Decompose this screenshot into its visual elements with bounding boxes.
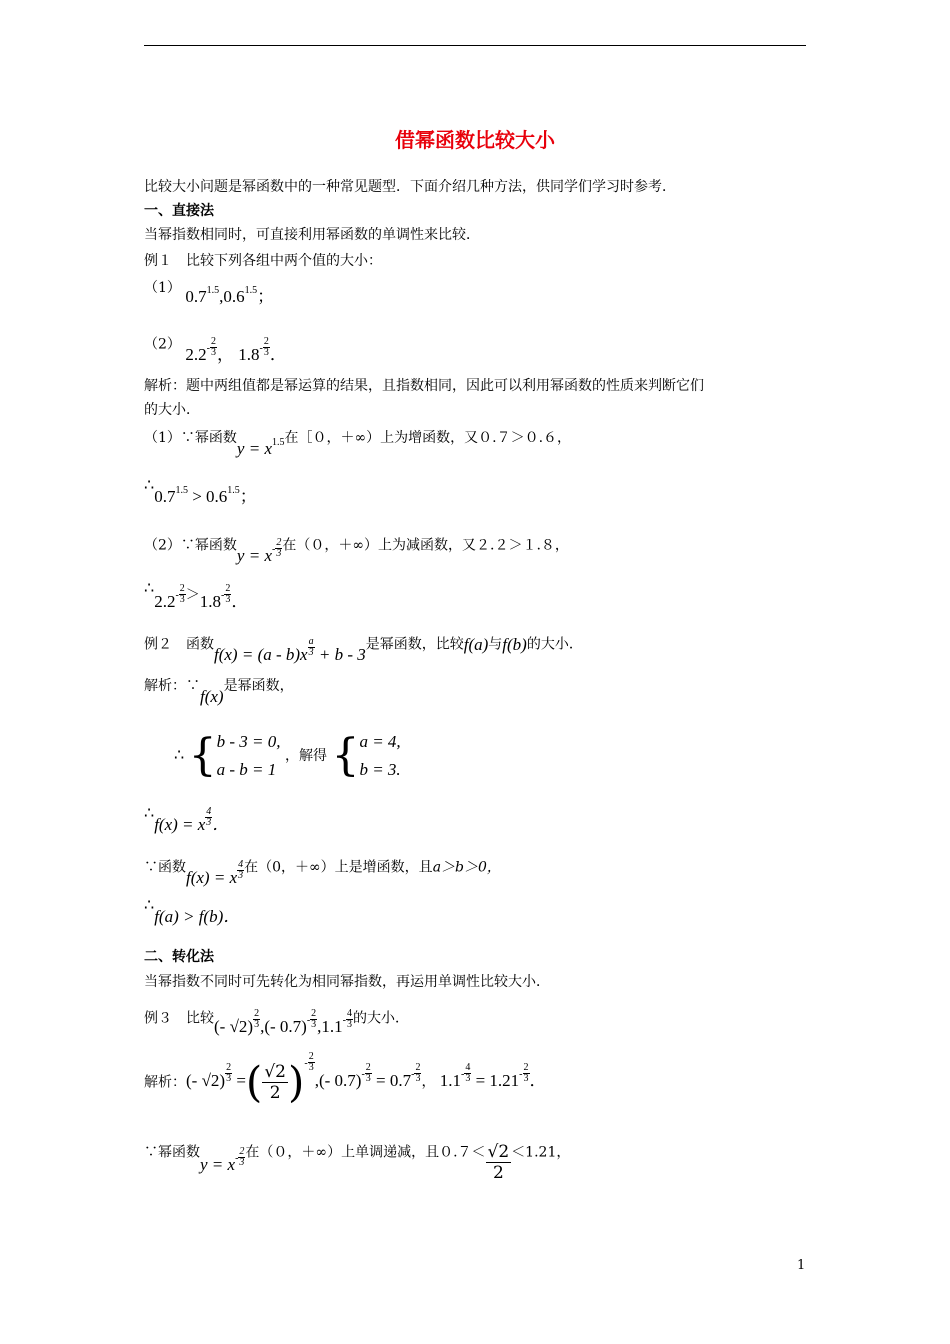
example1-item1: （1） $0.7^{1.5},0.6^{1.5}$； <box>144 280 275 306</box>
increasing-statement: ∵函数f(x) = x $\frac{4}{3}$ 在（0，＋∞）上是增函数，且a＞b＞0， <box>144 859 501 888</box>
example2: 例２ 函数f(x) = (a - b)x $\frac{a}{3}$ + b - 3是幂函数，比较f(a)与f(b)的大小． <box>144 635 583 665</box>
page-title: 借幂函数比较大小 <box>395 128 555 152</box>
example1-item2: （2） 2.2- $\frac{2}{3}$ ， 1.8- $\frac{2}{3}$ ． <box>144 336 287 365</box>
conclusion-fx: ∴f(x) = x $\frac{4}{3}$ ． <box>144 803 230 835</box>
final-conclusion: ∴f(a) > f(b)． <box>144 895 241 926</box>
step1-conclusion: $\therefore 0.7^{1.5} > 0.6^{1.5}$； <box>144 475 257 506</box>
example1-label: 例１ 比较下列各组中两个值的大小： <box>144 253 382 269</box>
last-statement: ∵幂函数y = x- $\frac{2}{3}$ 在（０，＋∞）上单调递减，且０.７＜ $\frac{√2}{2}<1.21$， <box>144 1142 571 1183</box>
section1-heading: 一、直接法 <box>144 203 214 219</box>
example3: 例３ 比较(- √2) $\frac{2}{3}$ ,(- 0.7)- $\frac{2}{3}$ ,1.1- $\frac{4}{3}$ 的大小． <box>144 1008 409 1037</box>
analysis2: 解析：∵f(x)是幂函数， <box>144 678 294 706</box>
equation-system: ∴ { b - 3 = 0, a - b = 1 ，解得 { a = 4, b = 3. <box>174 730 401 781</box>
section1-desc: 当幂指数相同时，可直接利用幂函数的单调性来比较． <box>144 227 480 243</box>
page-number: 1 <box>797 1258 806 1273</box>
analysis1-line2: 的大小． <box>144 402 200 418</box>
step1: （1）∵幂函数$y = x^{1.5}$在［０，＋∞）上为增函数，又０.７＞０.６， <box>144 430 572 458</box>
section2-desc: 当幂指数不同时可先转化为相同幂指数，再运用单调性比较大小． <box>144 974 550 990</box>
step2: （2）∵幂函数y = x- $\frac{2}{3}$ 在（０，＋∞）上为减函数，又２.２＞１.８， <box>144 537 569 566</box>
analysis3: 解析：(- √2) $\frac{2}{3}$ =( $\frac{√2}{2})^-$ $\frac{2}{3}$ ,(- 0.7)- $\frac{2}{3}$ = 0.7- $\frac{2}{3}$ ， 1.1- $\frac{4}{3}$ = 1.21- $\frac{2}{3}$ ． <box>144 1050 547 1107</box>
analysis1-line1: 解析：题中两组值都是幂运算的结果，且指数相同，因此可以利用幂函数的性质来判断它们 <box>144 378 704 394</box>
intro-paragraph: 比较大小问题是幂函数中的一种常见题型．下面介绍几种方法，供同学们学习时参考． <box>144 179 676 195</box>
step2-conclusion: ∴2.2- $\frac{2}{3}$ ＞1.8- $\frac{2}{3}$ ． <box>144 578 249 612</box>
section2-heading: 二、转化法 <box>144 949 214 965</box>
header-rule <box>144 45 806 46</box>
